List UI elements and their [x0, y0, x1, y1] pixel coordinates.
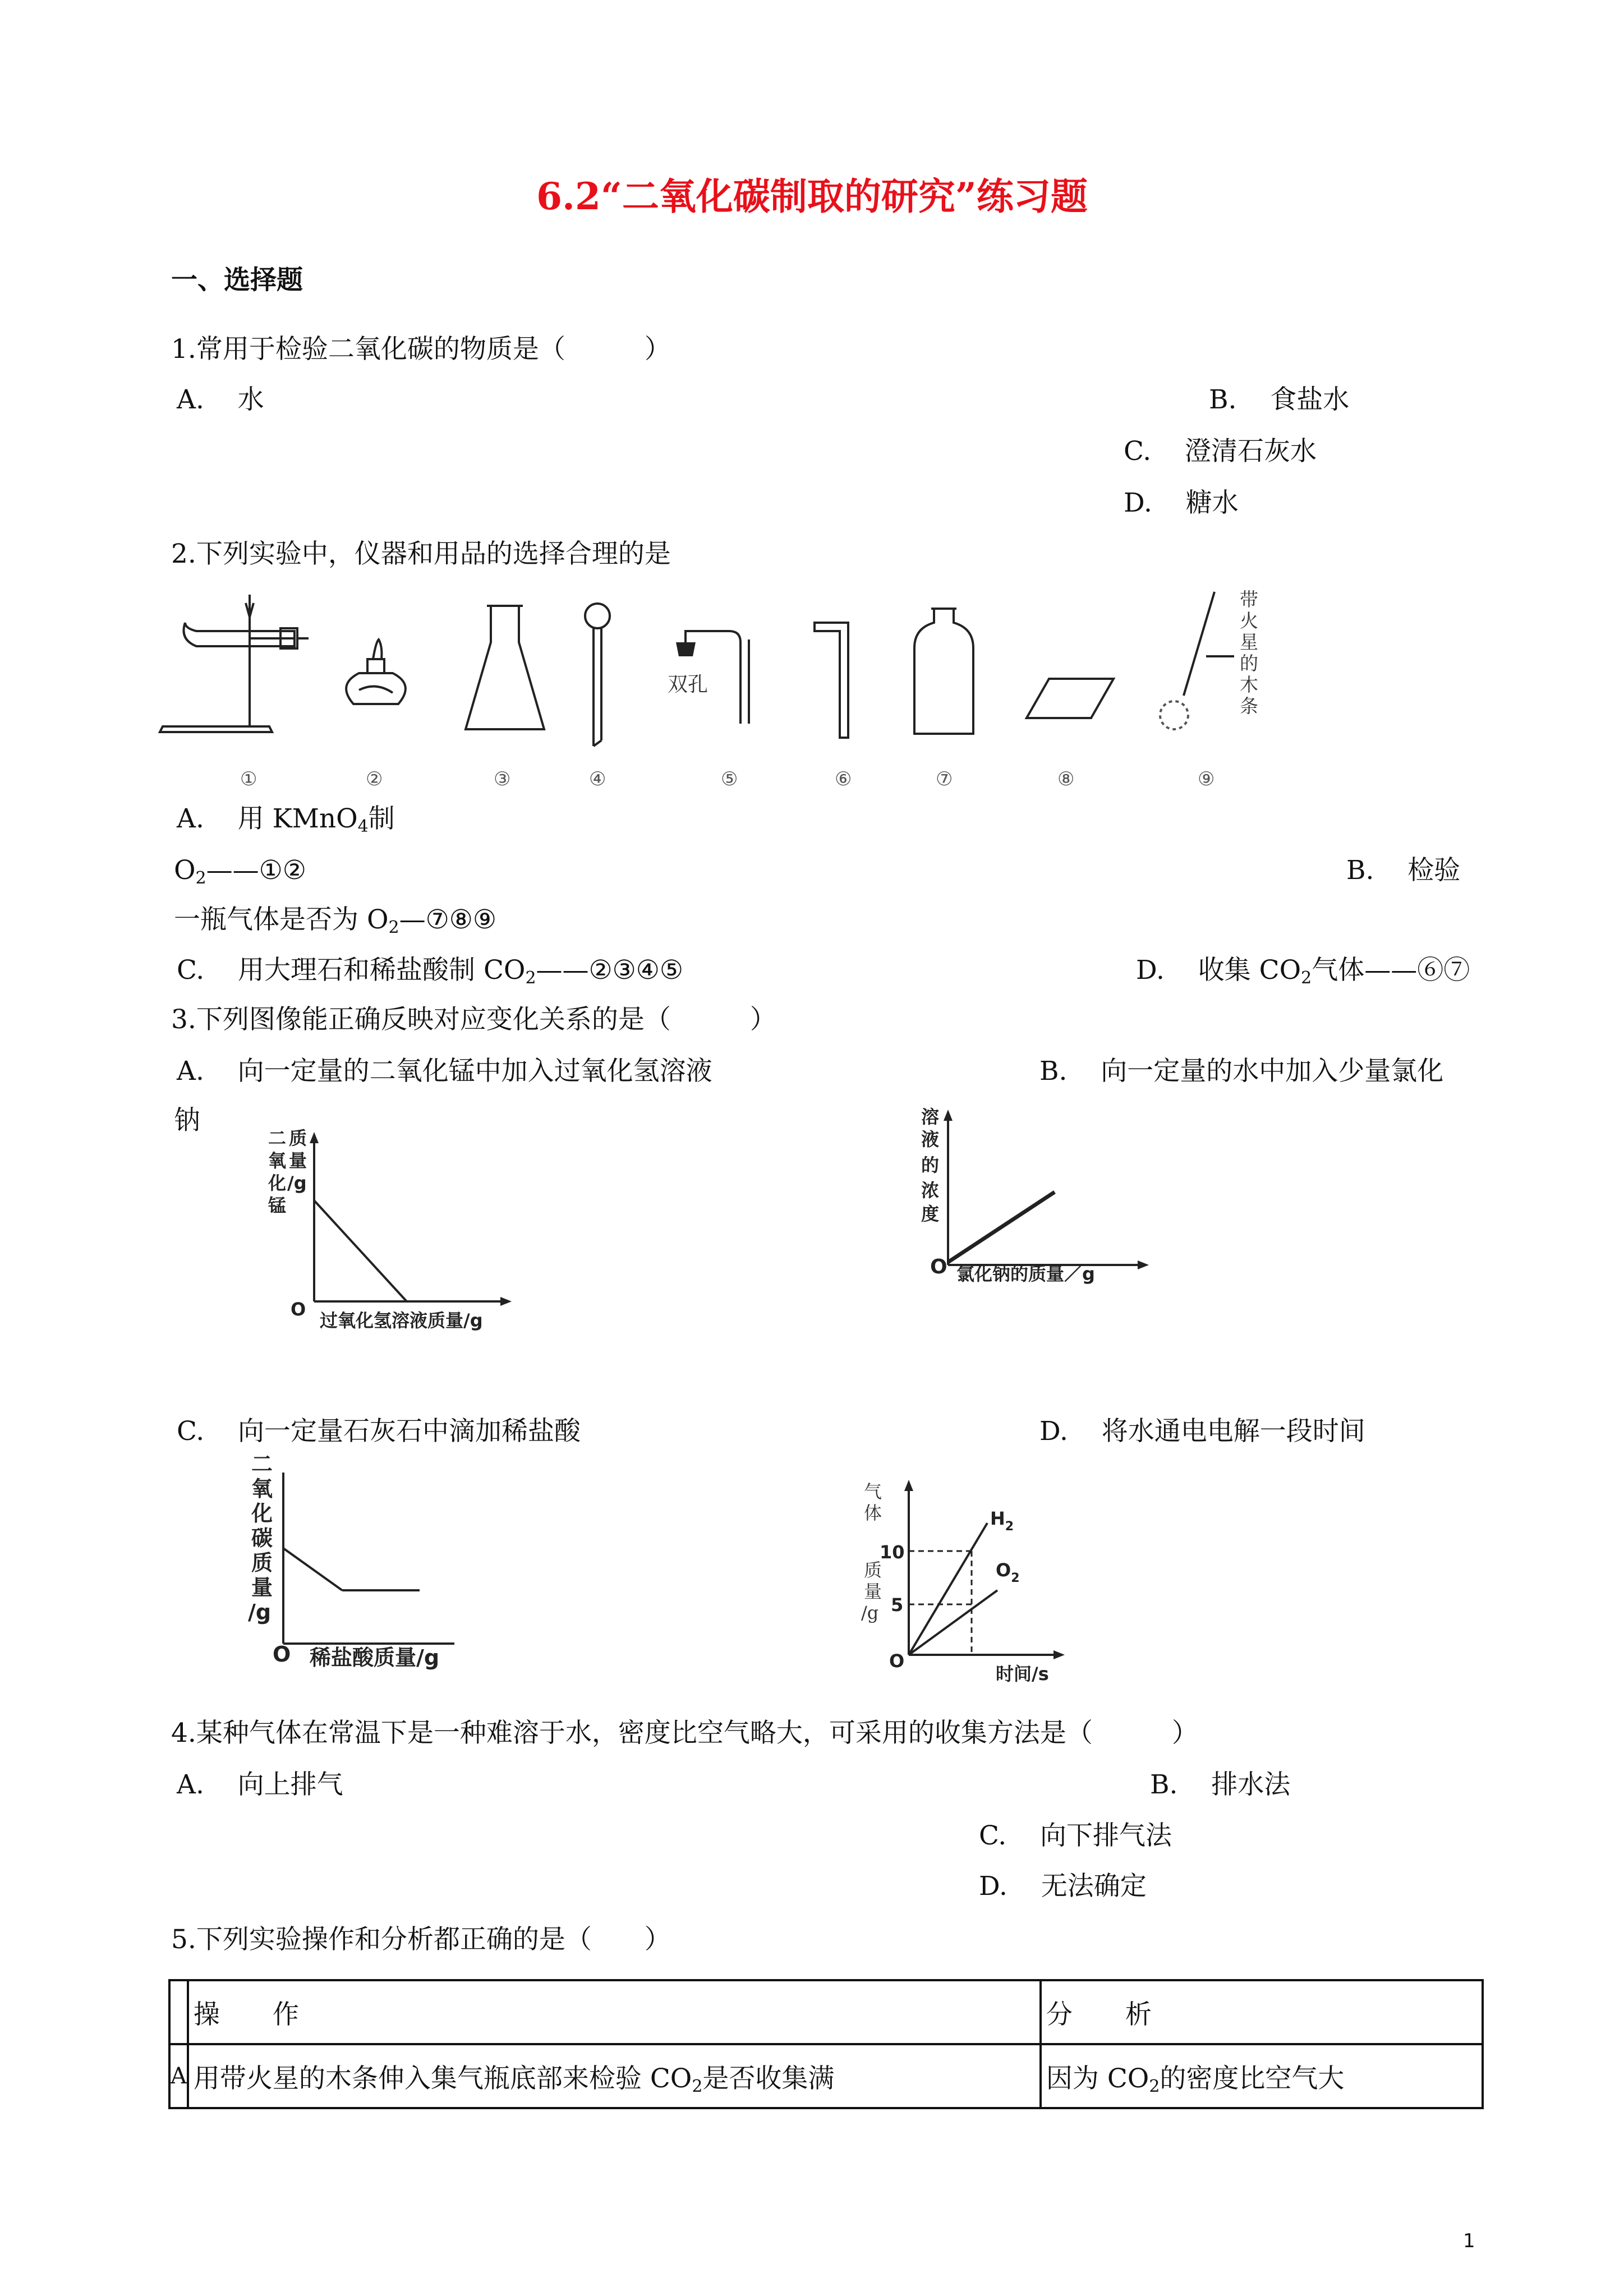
- graph-c-line-rise: [283, 1548, 342, 1590]
- apparatus-num-3: ③: [494, 768, 511, 790]
- q4-stem: 4.某种气体在常温下是一种难溶于水，密度比空气略大，可采用的收集方法是（ ）: [171, 1718, 1198, 1749]
- apparatus-num-5: ⑤: [721, 768, 738, 790]
- svg-text:带: 带: [1240, 588, 1258, 610]
- graph-a-line: [314, 1200, 407, 1301]
- graph-d-o2-label: $O_2$: [996, 1559, 1020, 1585]
- svg-text:碳: 碳: [251, 1526, 273, 1550]
- svg-text:氧: 氧: [251, 1476, 273, 1501]
- svg-text:氧: 氧: [268, 1150, 287, 1171]
- apparatus-num-1: ①: [240, 768, 257, 790]
- graph-d-origin: O: [889, 1650, 905, 1672]
- q2-option-b-line2: 一瓶气体是否为 $O_2—⑦⑧⑨$: [174, 904, 496, 937]
- apparatus-num-8: ⑧: [1057, 768, 1075, 790]
- page-number: 1: [1463, 2230, 1475, 2252]
- q1-stem: 1.常用于检验二氧化碳的物质是（ ）: [171, 334, 671, 365]
- iron-stand-icon: [160, 595, 309, 732]
- apparatus-num-4: ④: [589, 768, 606, 790]
- graph-d: [847, 1470, 1083, 1688]
- graph-d-line-o2: [909, 1590, 997, 1655]
- q3-option-a: A. 向一定量的二氧化锰中加入过氧化氢溶液: [177, 1056, 712, 1087]
- graph-b: [920, 1105, 1156, 1307]
- svg-text:量: 量: [251, 1575, 273, 1600]
- apparatus-num-2: ②: [366, 768, 383, 790]
- q5-header-an: 分 析: [1041, 1980, 1483, 2044]
- graph-c-origin: O: [273, 1642, 291, 1667]
- two-hole-stopper-icon: [668, 631, 749, 724]
- svg-text:木: 木: [1240, 674, 1258, 696]
- q2-option-c: C. 用大理石和稀盐酸制 $CO_2——②③④⑤$: [177, 955, 684, 988]
- graph-d-xlabel: 时间/s: [996, 1663, 1049, 1685]
- graph-b-xlabel: 氯化钠的质量／g: [956, 1263, 1095, 1285]
- svg-text:气: 气: [864, 1481, 882, 1502]
- table-row: [169, 1980, 1483, 2044]
- svg-text:质: 质: [864, 1559, 882, 1581]
- stopper-label: 双孔: [668, 673, 709, 696]
- q1-option-b: B. 食盐水: [1209, 384, 1350, 415]
- gas-collecting-bottle-icon: [914, 609, 973, 734]
- svg-text:的: 的: [1240, 652, 1258, 674]
- q4-option-a: A. 向上排气: [177, 1769, 343, 1800]
- svg-text:火: 火: [1240, 610, 1258, 632]
- svg-text:锰: 锰: [268, 1195, 287, 1216]
- q4-option-d: D. 无法确定: [979, 1871, 1147, 1902]
- graph-d-line-h2: [909, 1523, 987, 1655]
- glass-plate-icon: [1027, 679, 1114, 718]
- svg-text:化: 化: [251, 1501, 273, 1526]
- svg-text:星: 星: [1240, 631, 1258, 653]
- q3-stem: 3.下列图像能正确反映对应变化关系的是（ ）: [171, 1004, 776, 1035]
- q5-row-a-letter: A: [169, 2044, 188, 2108]
- graph-d-tick-5: 5: [891, 1594, 904, 1616]
- page-title: 6.2“二氧化碳制取的研究”练习题: [536, 174, 1088, 218]
- graph-a: [258, 1122, 516, 1335]
- splint-label: [1240, 588, 1258, 717]
- q2-option-d: D. 收集 $CO_2$气体——⑥⑦: [1136, 955, 1470, 988]
- graph-c: [241, 1452, 477, 1674]
- alcohol-lamp-icon: [346, 639, 406, 704]
- graph-a-xlabel: 过氧化氢溶液质量/g: [320, 1310, 483, 1331]
- svg-text:/g: /g: [248, 1600, 272, 1625]
- graph-c-xlabel: 稀盐酸质量/g: [310, 1645, 440, 1670]
- q4-option-b: B. 排水法: [1150, 1769, 1291, 1800]
- glowing-splint-icon: [1160, 588, 1258, 729]
- svg-text:浓: 浓: [921, 1180, 940, 1201]
- q3-option-b: B. 向一定量的水中加入少量氯化: [1039, 1056, 1444, 1087]
- conical-flask-icon: [466, 606, 544, 729]
- q3-option-b-wrap: 钠: [174, 1105, 200, 1136]
- q5-stem: 5.下列实验操作和分析都正确的是（ ）: [171, 1924, 671, 1955]
- graph-b-origin: O: [930, 1255, 947, 1278]
- graph-d-h2-label: $H_2$: [990, 1508, 1014, 1534]
- q2-stem: 2.下列实验中，仪器和用品的选择合理的是: [171, 539, 671, 569]
- q5-row-a-an: 因为 $CO_2$的密度比空气大: [1041, 2044, 1483, 2108]
- svg-text:质: 质: [289, 1128, 307, 1149]
- section-heading: 一、选择题: [171, 265, 303, 296]
- svg-text:体: 体: [864, 1502, 882, 1524]
- apparatus-num-7: ⑦: [936, 768, 953, 790]
- q1-option-d: D. 糖水: [1124, 487, 1239, 518]
- svg-text:条: 条: [1240, 695, 1258, 717]
- svg-text:/g: /g: [287, 1172, 307, 1194]
- q1-option-c: C. 澄清石灰水: [1124, 436, 1317, 467]
- q2-option-a-line2: $O_2——①②$: [174, 855, 306, 888]
- table-row: [169, 2044, 1483, 2108]
- apparatus-figure: [0, 583, 1624, 808]
- svg-text:的: 的: [921, 1154, 940, 1176]
- svg-text:化: 化: [268, 1172, 287, 1194]
- q1-option-a: A. 水: [177, 384, 264, 415]
- graph-a-origin: O: [291, 1299, 306, 1320]
- q5-table: [168, 1979, 1484, 2109]
- svg-text:二: 二: [268, 1128, 287, 1149]
- apparatus-num-6: ⑥: [835, 768, 852, 790]
- svg-text:质: 质: [251, 1550, 273, 1575]
- svg-text:量: 量: [864, 1581, 882, 1602]
- graph-d-tick-10: 10: [880, 1542, 905, 1563]
- graph-b-line: [948, 1192, 1055, 1262]
- long-neck-funnel-icon: [585, 604, 610, 746]
- q2-option-a-line1: A. 用 KMnO$_4$制: [177, 803, 395, 836]
- q4-option-c: C. 向下排气法: [979, 1820, 1172, 1851]
- apparatus-num-9: ⑨: [1198, 768, 1215, 790]
- q5-header-op: 操 作: [188, 1980, 1041, 2044]
- svg-text:液: 液: [921, 1129, 940, 1150]
- svg-text:量: 量: [289, 1150, 307, 1171]
- q2-option-b-line1: B. 检验: [1346, 855, 1461, 886]
- svg-text:溶: 溶: [921, 1106, 940, 1128]
- graph-d-ylabel: [861, 1481, 882, 1623]
- q3-option-d: D. 将水通电电解一段时间: [1039, 1416, 1365, 1447]
- svg-text:/g: /g: [861, 1602, 879, 1623]
- svg-text:二: 二: [251, 1452, 273, 1476]
- q5-row-a-op: 用带火星的木条伸入集气瓶底部来检验 $CO_2$是否收集满: [188, 2044, 1041, 2108]
- svg-text:度: 度: [921, 1203, 940, 1225]
- q3-option-c: C. 向一定量石灰石中滴加稀盐酸: [177, 1416, 581, 1447]
- bent-tube-icon: [815, 623, 848, 738]
